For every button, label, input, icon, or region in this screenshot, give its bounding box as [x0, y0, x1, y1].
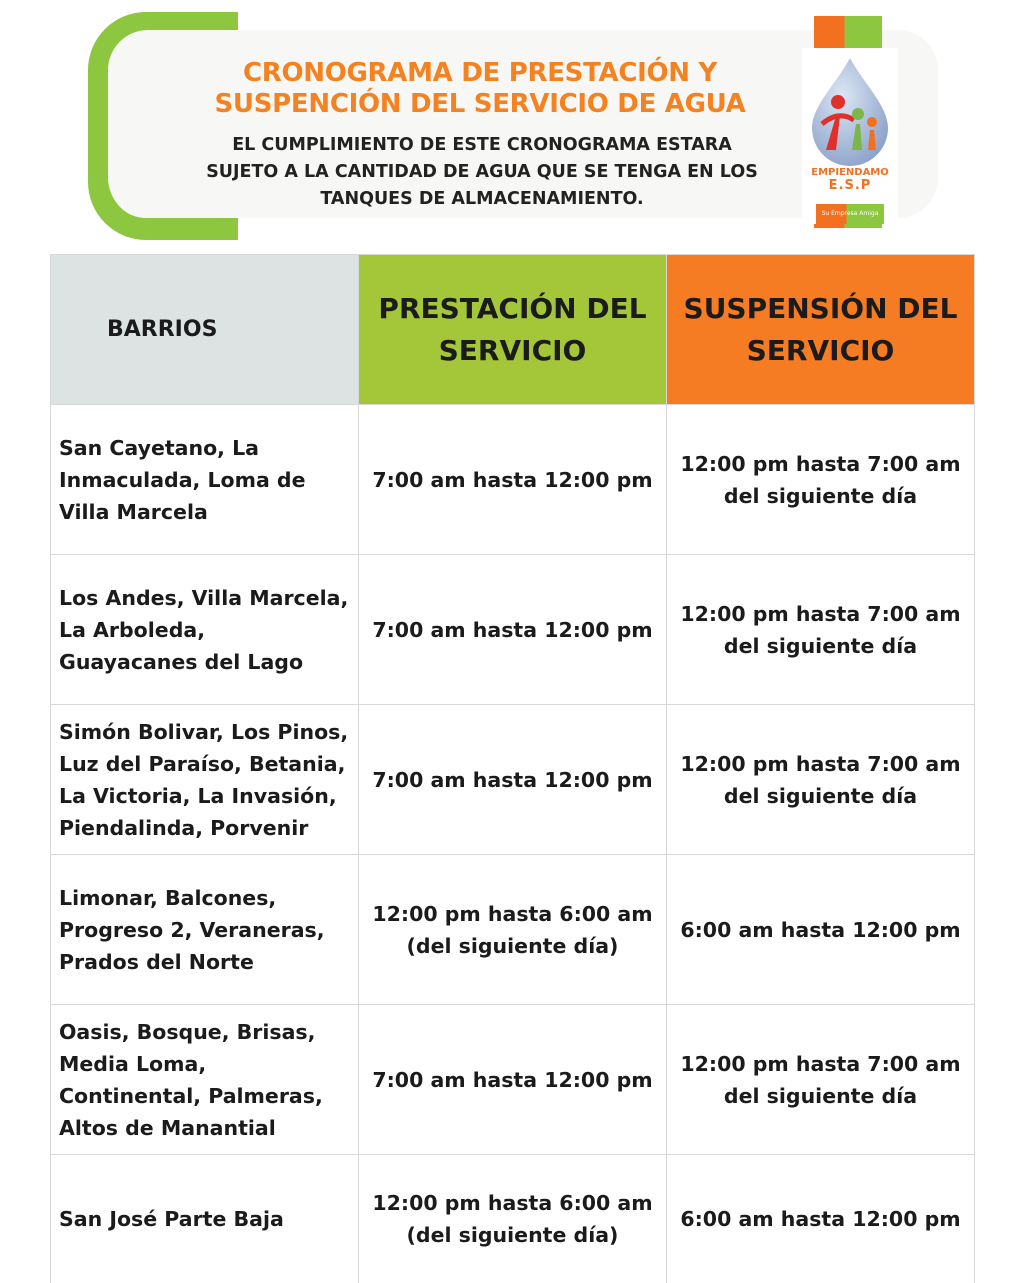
table-header-row: [51, 255, 975, 405]
cell-suspension-line: 12:00 pm hasta 7:00 am: [680, 1051, 961, 1076]
header-suspension-line-1: SUSPENSIÓN DEL: [683, 291, 958, 325]
cell-suspension: [667, 1155, 975, 1283]
title-line-2: SUSPENCIÓN DEL SERVICIO DE AGUA: [214, 89, 746, 119]
logo-name: EMPIENDAMO: [811, 167, 889, 178]
cell-suspension: [667, 405, 975, 555]
subtitle-line-1: EL CUMPLIMIENTO DE ESTE CRONOGRAMA ESTARA: [232, 135, 732, 155]
cell-suspension: [667, 1005, 975, 1155]
page-subtitle: [180, 132, 784, 213]
table-row: [51, 1155, 975, 1283]
cell-suspension: [667, 705, 975, 855]
subtitle-line-3: TANQUES DE ALMACENAMIENTO.: [320, 189, 644, 209]
table-row: [51, 855, 975, 1005]
cell-suspension-line: del siguiente día: [723, 483, 918, 508]
cell-prestacion: [359, 705, 667, 855]
cell-suspension-line: del siguiente día: [723, 783, 918, 808]
cell-suspension-line: del siguiente día: [723, 633, 918, 658]
table-row: [51, 705, 975, 855]
cell-prestacion-line: (del siguiente día): [406, 933, 619, 958]
cell-barrios: Limonar, Balcones, Progreso 2, Veraneras, Prados del Norte: [51, 855, 359, 1005]
cell-prestacion: [359, 855, 667, 1005]
cell-suspension-line: 6:00 am hasta 12:00 pm: [680, 1206, 961, 1231]
logo-tagline: Su Empresa Amiga: [816, 204, 884, 224]
cell-prestacion-line: 7:00 am hasta 12:00 pm: [372, 467, 653, 492]
cell-barrios: San Cayetano, La Inmaculada, Loma de Villa Marcela: [51, 405, 359, 555]
cell-suspension: [667, 555, 975, 705]
cell-suspension-line: del siguiente día: [723, 1083, 918, 1108]
cell-prestacion-line: 7:00 am hasta 12:00 pm: [372, 617, 653, 642]
subtitle-line-2: SUJETO A LA CANTIDAD DE AGUA QUE SE TENGA EN LOS: [206, 162, 758, 182]
cell-suspension-line: 12:00 pm hasta 7:00 am: [680, 751, 961, 776]
cell-prestacion-line: 12:00 pm hasta 6:00 am: [372, 901, 653, 926]
cell-prestacion: [359, 405, 667, 555]
cell-suspension: [667, 855, 975, 1005]
cell-prestacion-line: 7:00 am hasta 12:00 pm: [372, 1067, 653, 1092]
schedule-table: [50, 254, 975, 1283]
logo-suffix: E.S.P: [828, 178, 872, 193]
cell-prestacion-line: (del siguiente día): [406, 1222, 619, 1247]
header-barrios: BARRIOS: [51, 255, 359, 405]
cell-prestacion: [359, 555, 667, 705]
header-suspension-line-2: SERVICIO: [746, 333, 895, 367]
table-row: [51, 405, 975, 555]
cell-barrios: Oasis, Bosque, Brisas, Media Loma, Continental, Palmeras, Altos de Manantial: [51, 1005, 359, 1155]
cell-prestacion: [359, 1155, 667, 1283]
header-prestacion-line-2: SERVICIO: [438, 333, 587, 367]
cell-barrios: San José Parte Baja: [51, 1155, 359, 1283]
cell-barrios: Los Andes, Villa Marcela, La Arboleda, Guayacanes del Lago: [51, 555, 359, 705]
title-line-1: CRONOGRAMA DE PRESTACIÓN Y: [242, 58, 718, 88]
header-prestacion: [359, 255, 667, 405]
cell-barrios: Simón Bolivar, Los Pinos, Luz del Paraíso, Betania, La Victoria, La Invasión, Piendalinda, Porvenir: [51, 705, 359, 855]
water-drop-logo-icon: [806, 54, 894, 166]
page-title: [160, 58, 800, 120]
cell-suspension-line: 12:00 pm hasta 7:00 am: [680, 601, 961, 626]
table-row: [51, 555, 975, 705]
table-row: [51, 1005, 975, 1155]
cell-suspension-line: 6:00 am hasta 12:00 pm: [680, 917, 961, 942]
cell-suspension-line: 12:00 pm hasta 7:00 am: [680, 451, 961, 476]
header-suspension: [667, 255, 975, 405]
cell-prestacion-line: 12:00 pm hasta 6:00 am: [372, 1190, 653, 1215]
header-prestacion-line-1: PRESTACIÓN DEL: [378, 291, 647, 325]
logo-wordmark: [800, 166, 900, 192]
cell-prestacion-line: 7:00 am hasta 12:00 pm: [372, 767, 653, 792]
cell-prestacion: [359, 1005, 667, 1155]
